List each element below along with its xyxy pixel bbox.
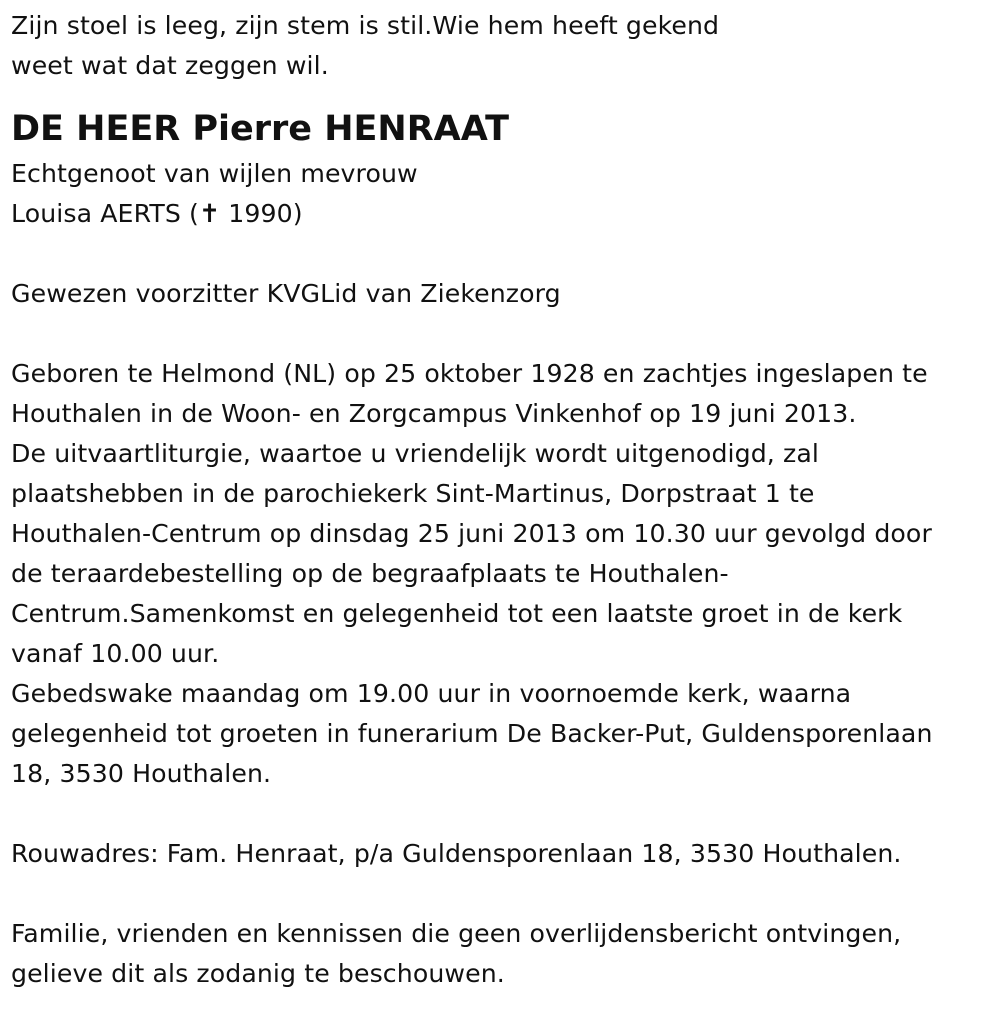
- closing-line: Familie, vrienden en kennissen die geen overlijdensbericht ontvingen,: [11, 919, 902, 948]
- roles-block: [11, 274, 1000, 314]
- details-line: 18, 3530 Houthalen.: [11, 759, 272, 788]
- details-line: Houthalen-Centrum op dinsdag 25 juni 2013 om 10.30 uur gevolgd door: [11, 519, 932, 548]
- details-line: gelegenheid tot groeten in funerarium De Backer-Put, Guldensporenlaan: [11, 719, 933, 748]
- deceased-name-heading: DE HEER Pierre HENRAAT: [11, 109, 509, 149]
- spouse-line: Louisa AERTS (✝ 1990): [11, 199, 303, 228]
- details-line: De uitvaartliturgie, waartoe u vriendelijk wordt uitgenodigd, zal: [11, 439, 819, 468]
- quote-line: Zijn stoel is leeg, zijn stem is stil.Wie hem heeft gekend: [11, 11, 720, 40]
- spacer: [11, 794, 1000, 834]
- details-line: Houthalen in de Woon- en Zorgcampus Vinkenhof op 19 juni 2013.: [11, 399, 857, 428]
- details-block: [11, 354, 1000, 794]
- address-block: [11, 834, 1000, 874]
- spacer: [11, 234, 1000, 274]
- quote-block: [11, 6, 1000, 86]
- closing-line: gelieve dit als zodanig te beschouwen.: [11, 959, 505, 988]
- spacer: [11, 874, 1000, 914]
- details-line: Centrum.Samenkomst en gelegenheid tot een laatste groet in de kerk: [11, 599, 903, 628]
- address-line: Rouwadres: Fam. Henraat, p/a Guldensporenlaan 18, 3530 Houthalen.: [11, 839, 902, 868]
- quote-line: weet wat dat zeggen wil.: [11, 51, 329, 80]
- closing-block: [11, 914, 1000, 994]
- spouse-line: Echtgenoot van wijlen mevrouw: [11, 159, 418, 188]
- details-line: Gebedswake maandag om 19.00 uur in voornoemde kerk, waarna: [11, 679, 852, 708]
- details-line: Geboren te Helmond (NL) op 25 oktober 1928 en zachtjes ingeslapen te: [11, 359, 928, 388]
- details-line: de teraardebestelling op de begraafplaats te Houthalen-: [11, 559, 729, 588]
- spouse-block: [11, 154, 1000, 234]
- roles-line: Gewezen voorzitter KVGLid van Ziekenzorg: [11, 279, 561, 308]
- spacer: [11, 314, 1000, 354]
- details-line: plaatshebben in de parochiekerk Sint-Martinus, Dorpstraat 1 te: [11, 479, 815, 508]
- details-line: vanaf 10.00 uur.: [11, 639, 220, 668]
